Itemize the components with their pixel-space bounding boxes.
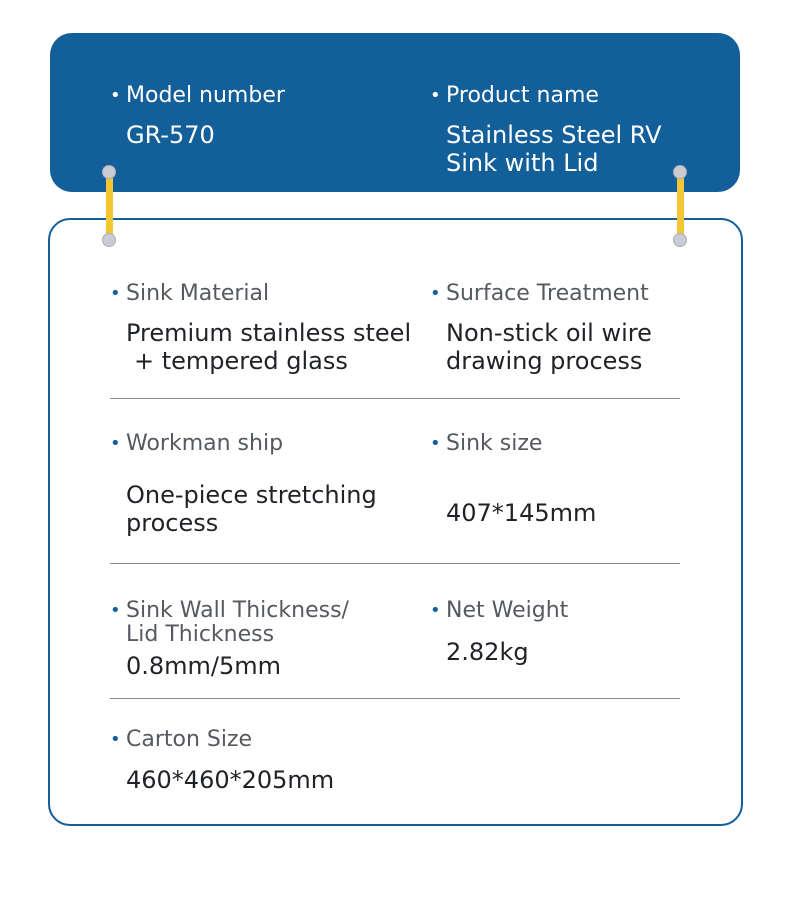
row-divider: [110, 698, 680, 699]
model-number-value: GR-570: [126, 121, 215, 149]
thickness-label-line2: Lid Thickness: [126, 622, 275, 647]
bullet-icon: •: [430, 85, 441, 106]
workmanship-value-line1: One-piece stretching: [126, 481, 377, 509]
left-connector-top-ring-icon: [102, 165, 116, 179]
row-divider: [110, 398, 680, 399]
surface-treatment-value-line2: drawing process: [446, 347, 643, 375]
thickness-value: 0.8mm/5mm: [126, 652, 282, 680]
product-name-label: • Product name: [430, 83, 599, 108]
bullet-icon: •: [110, 283, 121, 304]
workmanship-value-line2: process: [126, 509, 219, 537]
bullet-icon: •: [430, 283, 441, 304]
bullet-icon: •: [430, 433, 441, 454]
bullet-icon: •: [110, 729, 121, 750]
sink-material-label: • Sink Material: [110, 281, 270, 306]
right-connector-bottom-ring-icon: [673, 233, 687, 247]
product-name-value-line1: Stainless Steel RV: [446, 121, 662, 149]
surface-treatment-value-line1: Non-stick oil wire: [446, 319, 652, 347]
right-connector-top-ring-icon: [673, 165, 687, 179]
left-connector-bar: [106, 172, 113, 240]
product-name-value-line2: Sink with Lid: [446, 149, 599, 177]
bullet-icon: •: [110, 433, 121, 454]
right-connector-bar: [677, 172, 684, 240]
surface-treatment-label: • Surface Treatment: [430, 281, 649, 306]
net-weight-label: • Net Weight: [430, 598, 569, 623]
sink-size-label: • Sink size: [430, 431, 543, 456]
detail-card: [48, 218, 743, 826]
left-connector-bottom-ring-icon: [102, 233, 116, 247]
carton-size-label: • Carton Size: [110, 727, 253, 752]
net-weight-value: 2.82kg: [446, 638, 529, 666]
carton-size-value: 460*460*205mm: [126, 766, 335, 794]
sink-material-value-line1: Premium stainless steel: [126, 319, 412, 347]
model-number-label: • Model number: [110, 83, 285, 108]
bullet-icon: •: [110, 85, 121, 106]
bullet-icon: •: [430, 600, 441, 621]
thickness-label-line1: • Sink Wall Thickness/: [110, 598, 349, 623]
workmanship-label: • Workman ship: [110, 431, 284, 456]
row-divider: [110, 563, 680, 564]
header-card: [50, 33, 740, 192]
bullet-icon: •: [110, 600, 121, 621]
sink-size-value: 407*145mm: [446, 499, 597, 527]
sink-material-value-line2: + tempered glass: [134, 347, 348, 375]
